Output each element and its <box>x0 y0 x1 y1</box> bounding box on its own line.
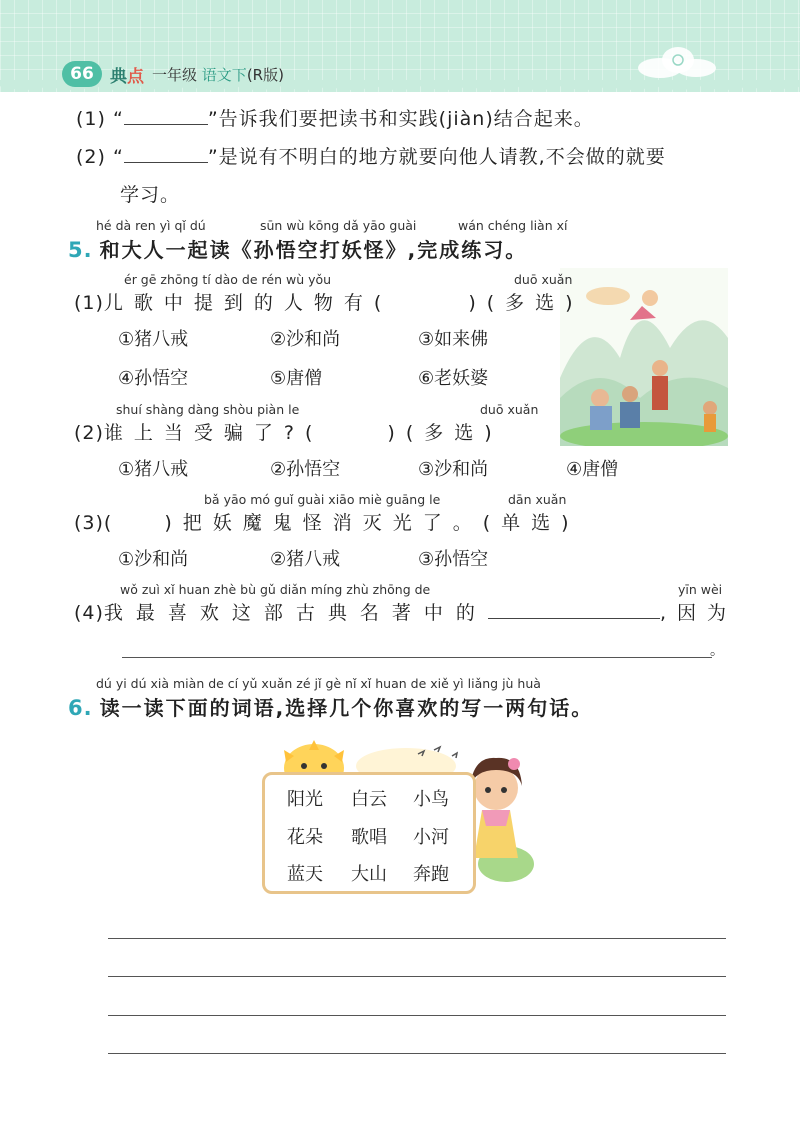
prev-item-2-cont: 学习。 <box>120 184 181 206</box>
item-number: (1) <box>74 292 104 314</box>
paren-open: ( <box>103 512 113 534</box>
item-number: (2) <box>76 146 106 168</box>
writing-line-4[interactable] <box>108 1053 726 1054</box>
q5-4-stem <box>74 598 737 625</box>
end-mark: 。 <box>710 643 725 659</box>
word-7: 蓝天 <box>287 864 323 885</box>
q5-title-pinyin-1: hé dà ren yì qǐ dú <box>96 218 206 233</box>
q5-3-option-2[interactable]: ②猪八戒 <box>270 549 341 570</box>
q5-2-pinyin: shuí shàng dàng shòu piàn le <box>116 402 300 417</box>
stem-text: )把妖魔鬼怪消灭光了。(单选) <box>164 512 580 534</box>
word-4: 花朵 <box>287 827 323 848</box>
q5-3-pinyin-b: dān xuǎn <box>508 492 567 507</box>
book-edition: (R版) <box>246 66 284 84</box>
q5-2-option-2[interactable]: ②孙悟空 <box>270 459 341 480</box>
q5-3-pinyin: bǎ yāo mó guǐ guài xiāo miè guāng le <box>204 492 441 507</box>
quote-open: “ <box>112 146 124 168</box>
writing-line-1[interactable] <box>108 938 726 939</box>
stem-text: 谁上当受骗了?( <box>103 422 324 444</box>
word-9: 奔跑 <box>413 864 449 885</box>
q5-heading <box>68 234 527 263</box>
answer-line[interactable] <box>122 657 712 658</box>
brand-logo <box>110 62 144 87</box>
word-1: 阳光 <box>287 789 323 810</box>
journey-west-illustration <box>560 268 728 446</box>
word-3: 小鸟 <box>413 789 449 810</box>
q5-2-option-1[interactable]: ①猪八戒 <box>118 459 189 480</box>
book-info <box>152 64 284 85</box>
item-text-tail: )结合起来。 <box>485 108 594 130</box>
stem-tail: ,因为 <box>659 602 737 624</box>
answer-blank[interactable] <box>124 144 208 163</box>
q5-2-option-4[interactable]: ④唐僧 <box>566 459 619 480</box>
q5-1-option-4[interactable]: ④孙悟空 <box>118 368 189 389</box>
book-grade: 一年级 <box>152 66 198 84</box>
q5-2-option-3[interactable]: ③沙和尚 <box>418 459 489 480</box>
q5-3-option-1[interactable]: ①沙和尚 <box>118 549 189 570</box>
q5-title-pinyin-3: wán chéng liàn xí <box>458 218 568 233</box>
q5-1-pinyin: ér gē zhōng tí dào de rén wù yǒu <box>124 272 332 287</box>
word-5: 歌唱 <box>351 827 387 848</box>
q5-number: 5. <box>68 238 93 262</box>
q5-1-stem <box>74 288 584 315</box>
writing-line-3[interactable] <box>108 1015 726 1016</box>
answer-blank[interactable] <box>124 106 208 125</box>
q5-title: 和大人一起读《孙悟空打妖怪》,完成练习。 <box>99 238 528 262</box>
q5-2-pinyin-b: duō xuǎn <box>480 402 539 417</box>
page-number: 66 <box>62 61 102 87</box>
q6-number: 6. <box>68 696 93 720</box>
word-2: 白云 <box>351 789 387 810</box>
pinyin-inline: jiàn <box>447 108 486 130</box>
cloud-icon <box>630 42 730 82</box>
item-number: (1) <box>76 108 106 130</box>
prev-item-1 <box>76 104 594 131</box>
item-text: ”告诉我们要把读书和实践( <box>207 108 448 130</box>
q5-1-option-5[interactable]: ⑤唐僧 <box>270 368 323 389</box>
item-number: (4) <box>74 602 104 624</box>
prev-item-2 <box>76 142 666 169</box>
q5-title-pinyin-2: sūn wù kōng dǎ yāo guài <box>260 218 417 233</box>
q5-1-option-1[interactable]: ①猪八戒 <box>118 329 189 350</box>
writing-line-2[interactable] <box>108 976 726 977</box>
q6-title: 读一读下面的词语,选择几个你喜欢的写一两句话。 <box>99 696 594 720</box>
answer-blank[interactable] <box>488 600 660 619</box>
word-8: 大山 <box>351 864 387 885</box>
stem-text: 儿歌中提到的人物有( <box>103 292 393 314</box>
book-subject: 语文下 <box>201 66 247 84</box>
q5-1-option-3[interactable]: ③如来佛 <box>418 329 489 350</box>
q6-title-pinyin: dú yi dú xià miàn de cí yǔ xuǎn zé jǐ gè nǐ xǐ huan de xiě yì liǎng jù huà <box>96 676 541 691</box>
quote-open: “ <box>112 108 124 130</box>
brand-char-point: 点 <box>127 67 144 87</box>
stem-tail: )(多选) <box>387 422 503 444</box>
q5-4-pinyin: wǒ zuì xǐ huan zhè bù gǔ diǎn míng zhù zhōng de <box>120 582 431 597</box>
item-number: (3) <box>74 512 104 534</box>
q5-4-pinyin-b: yīn wèi <box>678 582 723 597</box>
q5-1-pinyin-b: duō xuǎn <box>514 272 573 287</box>
stem-tail: )(多选) <box>468 292 584 314</box>
q5-2-stem <box>74 418 503 445</box>
q6-heading <box>68 692 593 721</box>
q5-1-option-6[interactable]: ⑥老妖婆 <box>418 368 489 389</box>
q5-3-stem <box>74 508 580 535</box>
brand-char: 典 <box>110 67 127 87</box>
stem-text: 我最喜欢这部古典名著中的 <box>103 602 488 624</box>
q5-1-option-2[interactable]: ②沙和尚 <box>270 329 341 350</box>
q5-3-option-3[interactable]: ③孙悟空 <box>418 549 489 570</box>
item-number: (2) <box>74 422 104 444</box>
item-text: ”是说有不明白的地方就要向他人请教,不会做的就要 <box>207 146 666 168</box>
word-6: 小河 <box>413 827 449 848</box>
